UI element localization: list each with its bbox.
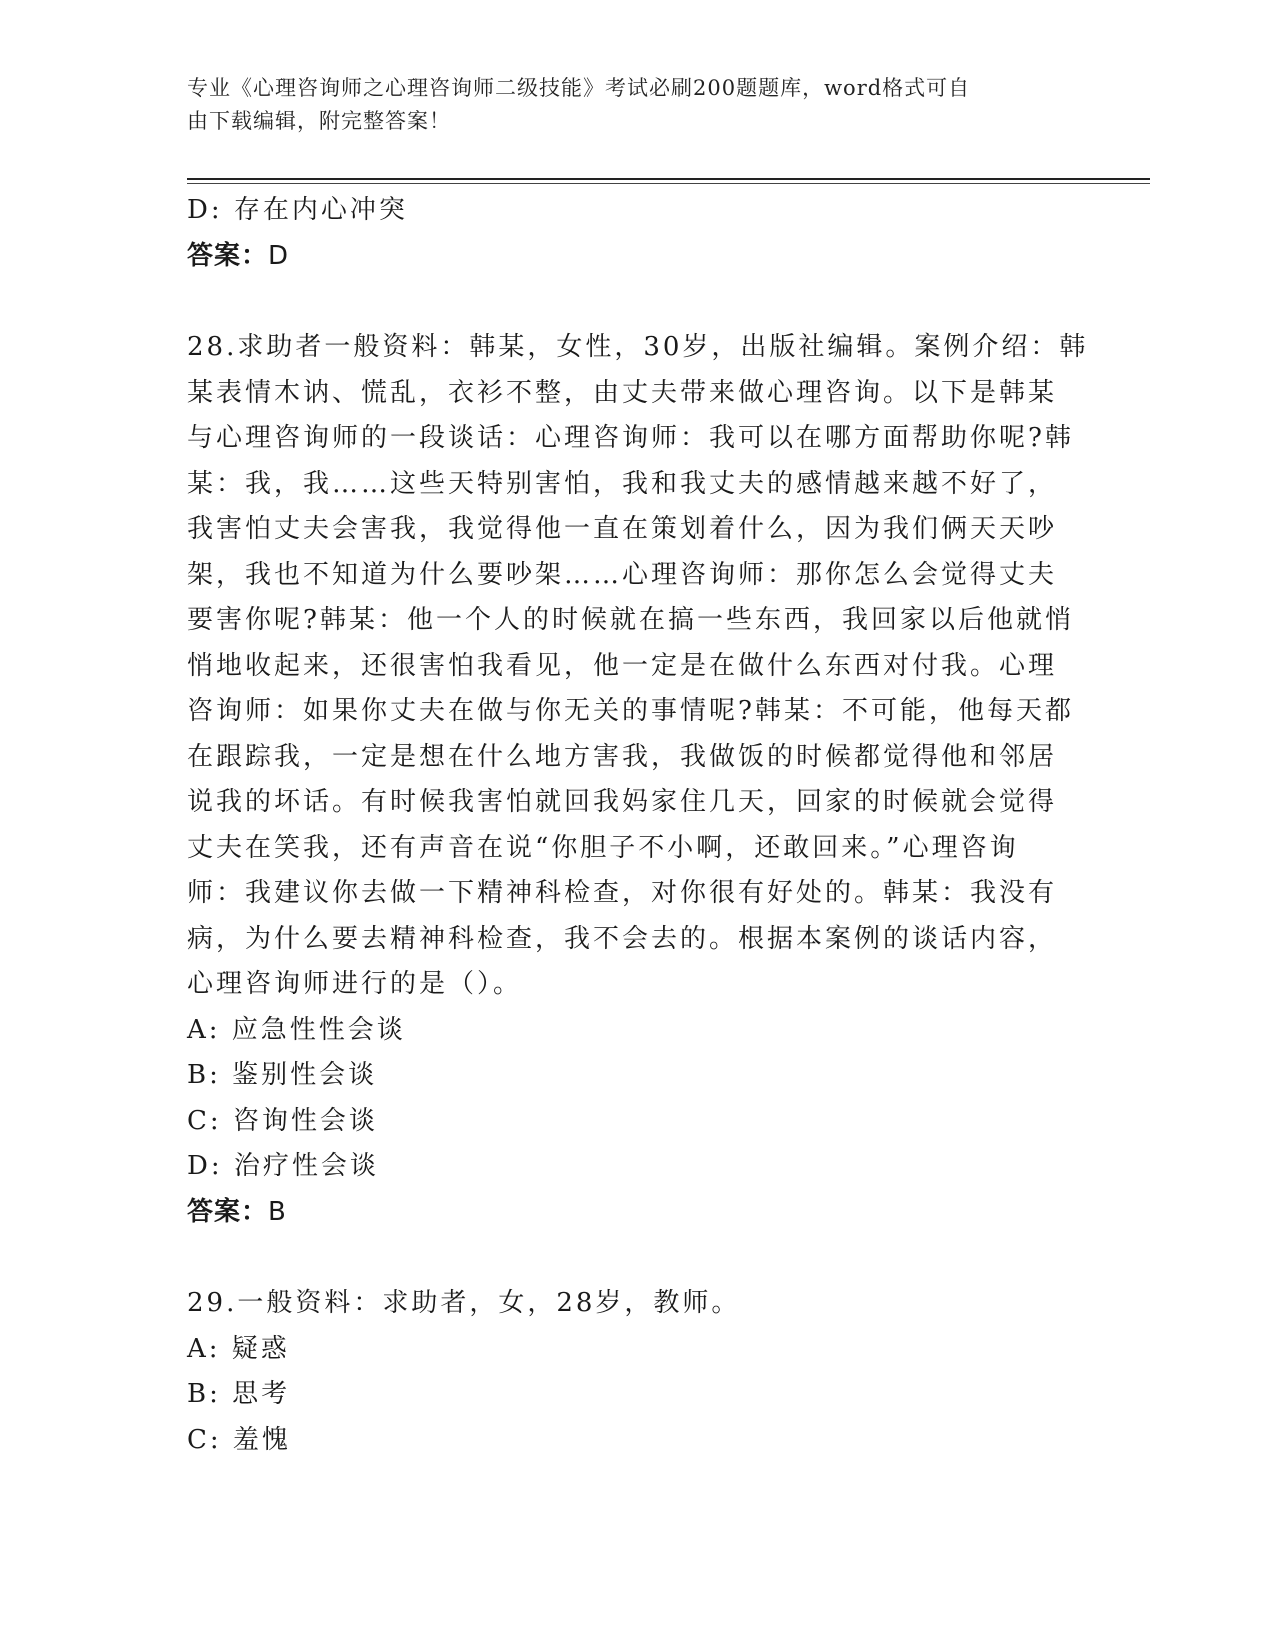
q28-option-d: D: 治疗性会谈: [187, 1151, 379, 1181]
prev-answer-value: D: [268, 240, 290, 271]
question-29: [187, 1281, 1077, 1463]
q28-answer-label: 答案：: [187, 1196, 269, 1227]
q28-line: 我害怕丈夫会害我，我觉得他一直在策划着什么，因为我们俩天天吵: [187, 514, 1058, 544]
q28-line: 师：我建议你去做一下精神科检查，对你很有好处的。韩某：我没有: [187, 878, 1058, 908]
q29-option-b: B: 思考: [187, 1379, 291, 1409]
q28-line: 说我的坏话。有时候我害怕就回我妈家住几天，回家的时候就会觉得: [187, 787, 1058, 817]
page-header: [187, 72, 1077, 138]
q28-line: 架，我也不知道为什么要吵架……心理咨询师：那你怎么会觉得丈夫: [187, 559, 1058, 590]
q28-line: 某：我，我……这些天特别害怕，我和我丈夫的感情越来越不好了，: [187, 468, 1058, 499]
q28-answer-value: B: [268, 1196, 287, 1227]
q28-line: 某表情木讷、慌乱，衣衫不整，由丈夫带来做心理咨询。以下是韩某: [187, 377, 1058, 408]
q28-line: 在跟踪我，一定是想在什么地方害我，我做饭的时候都觉得他和邻居: [187, 741, 1058, 772]
q28-option-c: C: 咨询性会谈: [187, 1105, 378, 1136]
q28-line: 病，为什么要去精神科检查，我不会去的。根据本案例的谈话内容，: [187, 923, 1058, 954]
q28-line: 悄地收起来，还很害怕我看见，他一定是在做什么东西对付我。心理: [187, 650, 1058, 681]
header-rule-thick: [187, 178, 1150, 180]
q28-line: 要害你呢?韩某：他一个人的时候就在搞一些东西，我回家以后他就悄: [187, 605, 1074, 635]
q28-line: 28.求助者一般资料：韩某，女性，30岁，出版社编辑。案例介绍：韩: [187, 332, 1089, 362]
q29-option-c: C: 羞愧: [187, 1424, 291, 1455]
header-line-1: 专业《心理咨询师之心理咨询师二级技能》考试必刷200题题库，word格式可自: [187, 76, 971, 100]
q29-option-a: A: 疑惑: [187, 1333, 290, 1364]
spacer: [187, 279, 1077, 325]
question-28: [187, 325, 1089, 1235]
q28-option-a: A: 应急性性会谈: [187, 1014, 406, 1045]
spacer: [187, 1235, 1077, 1281]
q29-stem: 29.一般资料：求助者，女，28岁，教师。: [187, 1288, 741, 1318]
q28-answer: [187, 1190, 1077, 1236]
prev-answer: [187, 234, 1077, 280]
prev-answer-label: 答案：: [187, 240, 269, 271]
q28-line: 心理咨询师进行的是（）。: [187, 969, 523, 999]
q28-line: 与心理咨询师的一段谈话：心理咨询师：我可以在哪方面帮助你呢?韩: [187, 423, 1074, 453]
header-rule-thin: [187, 183, 1150, 184]
header-line-2: 由下载编辑，附完整答案！: [187, 109, 451, 133]
document-body: [187, 188, 1089, 1463]
prev-option-d: D: 存在内心冲突: [187, 195, 408, 225]
q28-option-b: B: 鉴别性会谈: [187, 1060, 378, 1090]
q28-line: 咨询师：如果你丈夫在做与你无关的事情呢?韩某：不可能，他每天都: [187, 696, 1074, 726]
q28-line: 丈夫在笑我，还有声音在说“你胆子不小啊，还敢回来。”心理咨询: [187, 832, 1019, 863]
